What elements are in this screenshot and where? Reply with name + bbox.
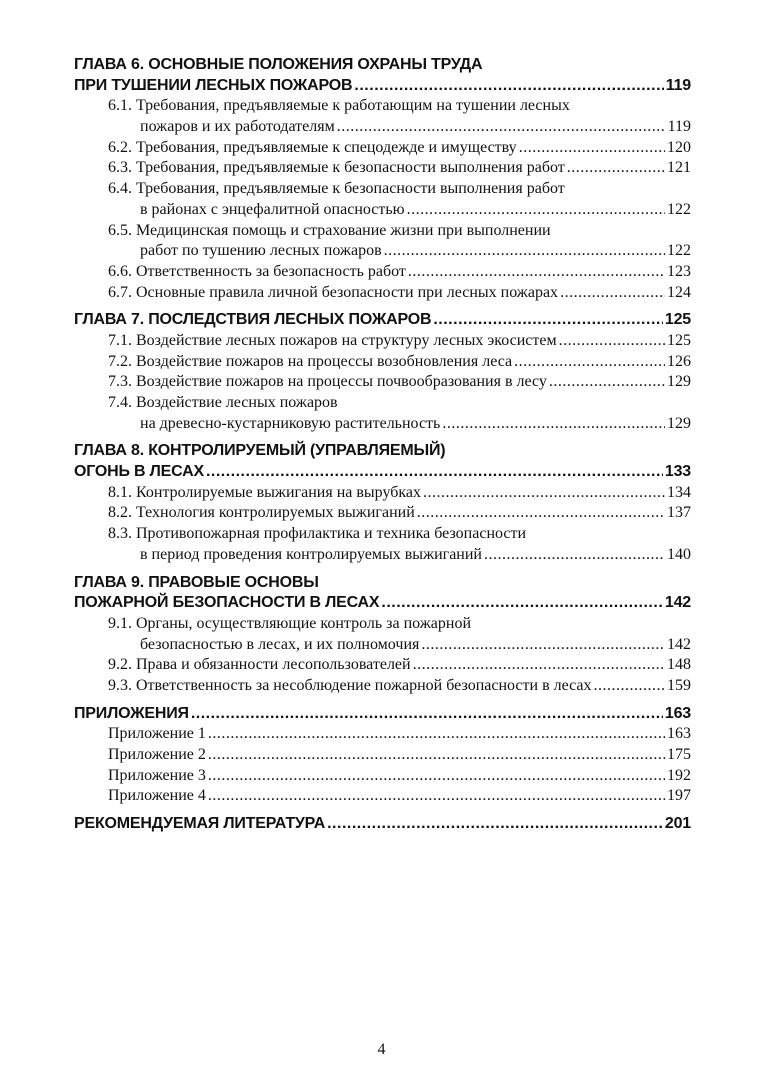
chapter-heading-text: ГЛАВА 9. ПРАВОВЫЕ ОСНОВЫ	[74, 573, 319, 591]
dot-leader	[560, 283, 665, 304]
toc-entry[interactable]	[74, 766, 691, 787]
toc-entry-text: 9.2. Права и обязанности лесопользователей	[108, 656, 411, 674]
toc-entry-text: 6.4. Требования, предъявляемые к безопасности выполнения работ	[108, 180, 565, 198]
dot-leader	[208, 766, 665, 787]
table-of-contents	[74, 55, 691, 835]
toc-entry-text: работ по тушению лесных пожаров	[140, 242, 382, 260]
toc-entry-page: 134	[667, 483, 691, 501]
toc-entry[interactable]	[74, 635, 691, 656]
toc-entry-text: безопасностью в лесах, и их полномочия	[140, 635, 420, 653]
toc-entry[interactable]	[74, 241, 691, 262]
dot-leader	[559, 331, 665, 352]
toc-entry-text: 6.6. Ответственность за безопасность работ	[108, 262, 406, 280]
toc-entry[interactable]	[74, 676, 691, 697]
toc-entry-page: 129	[667, 414, 691, 432]
toc-entry-page: 175	[667, 746, 691, 763]
toc-entry-page: 125	[667, 331, 691, 349]
toc-entry-text: Приложение 1	[108, 725, 206, 743]
dot-leader	[549, 372, 665, 393]
toc-entry-page: 126	[667, 352, 691, 370]
chapter-heading[interactable]	[74, 814, 691, 835]
toc-entry-text: 7.1. Воздействие лесных пожаров на структуру лесных экосистем	[108, 331, 557, 349]
dot-leader	[384, 241, 665, 262]
toc-entry-page: 197	[667, 787, 691, 805]
chapter-heading[interactable]	[74, 55, 691, 76]
dot-leader	[519, 138, 665, 159]
toc-entry-text: Приложение 3	[108, 766, 206, 784]
chapter-heading-page: 163	[664, 704, 691, 722]
toc-entry[interactable]	[74, 117, 691, 138]
toc-entry-text: 7.2. Воздействие пожаров на процессы возобновления леса	[108, 352, 513, 370]
toc-entry[interactable]	[74, 283, 691, 304]
toc-entry-text: в районах с энцефалитной опасностью	[140, 200, 405, 218]
dot-leader	[423, 483, 665, 504]
chapter-heading[interactable]	[74, 441, 691, 462]
chapter-heading-text: ГЛАВА 8. КОНТРОЛИРУЕМЫЙ (УПРАВЛЯЕМЫЙ)	[74, 442, 446, 460]
toc-entry-text: 6.3. Требования, предъявляемые к безопасности выполнения работ	[108, 159, 565, 177]
toc-entry-page: 137	[667, 504, 691, 522]
dot-leader	[208, 745, 665, 766]
toc-entry-text: 9.3. Ответственность за несоблюдение пожарной безопасности в лесах	[108, 676, 592, 694]
toc-entry-page: 122	[667, 242, 691, 260]
toc-entry-text: 8.1. Контролируемые выжигания на вырубках	[108, 483, 422, 501]
chapter-heading-page: 201	[664, 815, 691, 833]
dot-leader	[514, 352, 665, 373]
toc-entry-page: 192	[667, 766, 691, 784]
toc-entry[interactable]	[74, 483, 691, 504]
toc-entry[interactable]	[74, 655, 691, 676]
toc-entry-page: 122	[667, 200, 691, 218]
toc-entry[interactable]	[74, 221, 691, 242]
toc-entry-text: Приложение 2	[108, 746, 206, 763]
toc-entry[interactable]	[74, 524, 691, 545]
dot-leader	[208, 724, 665, 745]
toc-entry-text: Приложение 4	[108, 787, 206, 805]
dot-leader	[337, 117, 666, 138]
dot-leader	[433, 310, 663, 331]
toc-entry-text: 9.1. Органы, осуществляющие контроль за пожарной	[108, 614, 472, 632]
dot-leader	[408, 262, 665, 283]
chapter-heading-text: РЕКОМЕНДУЕМАЯ ЛИТЕРАТУРА	[74, 815, 326, 833]
toc-entry-page: 121	[667, 159, 691, 177]
chapter-heading-text: ГЛАВА 6. ОСНОВНЫЕ ПОЛОЖЕНИЯ ОХРАНЫ ТРУДА	[74, 56, 483, 73]
chapter-heading[interactable]	[74, 310, 691, 331]
toc-entry[interactable]	[74, 331, 691, 352]
toc-entry-text: пожаров и их работодателям	[140, 118, 335, 136]
toc-entry[interactable]	[74, 262, 691, 283]
toc-entry[interactable]	[74, 414, 691, 435]
toc-entry-page: 163	[667, 725, 691, 743]
toc-entry-text: 6.5. Медицинская помощь и страхование жизни при выполнении	[108, 221, 551, 239]
chapter-heading-text: ОГОНЬ В ЛЕСАХ	[74, 463, 204, 481]
chapter-heading[interactable]	[74, 593, 691, 614]
dot-leader	[327, 814, 663, 835]
toc-entry[interactable]	[74, 614, 691, 635]
toc-entry-page: 159	[667, 676, 691, 694]
toc-entry-page: 123	[667, 262, 691, 280]
dot-leader	[442, 414, 665, 435]
toc-entry[interactable]	[74, 393, 691, 414]
toc-entry-text: 8.3. Противопожарная профилактика и техника безопасности	[108, 525, 527, 543]
toc-entry[interactable]	[74, 724, 691, 745]
chapter-heading-page: 125	[664, 311, 691, 329]
toc-entry[interactable]	[74, 745, 691, 766]
toc-entry[interactable]	[74, 179, 691, 200]
toc-entry-page: 119	[667, 118, 691, 136]
dot-leader	[421, 635, 665, 656]
toc-entry[interactable]	[74, 158, 691, 179]
toc-entry[interactable]	[74, 786, 691, 807]
chapter-heading-page: 133	[664, 463, 691, 481]
chapter-heading-page: 119	[665, 76, 691, 94]
toc-entry-text: в период проведения контролируемых выжиганий	[140, 545, 482, 563]
toc-entry-text: 6.7. Основные правила личной безопасности при лесных пожарах	[108, 283, 559, 301]
dot-leader	[208, 786, 665, 807]
dot-leader	[567, 158, 665, 179]
toc-entry-text: 7.3. Воздействие пожаров на процессы почвообразования в лесу	[108, 373, 547, 391]
dot-leader	[381, 593, 663, 614]
chapter-heading-text: ПРИЛОЖЕНИЯ	[74, 704, 189, 722]
dot-leader	[191, 704, 663, 725]
toc-entry-page: 124	[667, 283, 691, 301]
chapter-heading[interactable]	[74, 76, 691, 97]
dot-leader	[484, 545, 665, 566]
toc-entry[interactable]	[74, 545, 691, 566]
toc-entry-text: 7.4. Воздействие лесных пожаров	[108, 394, 338, 411]
dot-leader	[206, 462, 663, 483]
chapter-heading[interactable]	[74, 704, 691, 725]
toc-entry-page: 148	[667, 656, 691, 674]
toc-entry[interactable]	[74, 372, 691, 393]
toc-entry-text: 8.2. Технология контролируемых выжиганий	[108, 504, 415, 522]
chapter-heading-text: ПОЖАРНОЙ БЕЗОПАСНОСТИ В ЛЕСАХ	[74, 594, 380, 612]
dot-leader	[407, 200, 665, 221]
chapter-heading[interactable]	[74, 462, 691, 483]
chapter-heading-text: ПРИ ТУШЕНИИ ЛЕСНЫХ ПОЖАРОВ	[74, 76, 353, 94]
toc-entry[interactable]	[74, 96, 691, 117]
toc-entry[interactable]	[74, 352, 691, 373]
toc-entry-text: 6.2. Требования, предъявляемые к спецодежде и имуществу	[108, 138, 517, 156]
toc-entry-page: 120	[667, 138, 691, 156]
toc-entry-page: 129	[667, 373, 691, 391]
chapter-heading-text: ГЛАВА 7. ПОСЛЕДСТВИЯ ЛЕСНЫХ ПОЖАРОВ	[74, 311, 432, 329]
chapter-heading[interactable]	[74, 573, 691, 594]
toc-entry-page: 142	[667, 635, 691, 653]
toc-entry[interactable]	[74, 200, 691, 221]
dot-leader	[354, 76, 663, 97]
page-number: 4	[377, 1041, 386, 1058]
toc-entry-page: 140	[667, 545, 691, 563]
chapter-heading-page: 142	[664, 594, 691, 612]
dot-leader	[413, 655, 665, 676]
toc-entry-text: на древесно-кустарниковую растительность	[140, 414, 441, 432]
dot-leader	[417, 503, 665, 524]
dot-leader	[594, 676, 665, 697]
toc-entry-text: 6.1. Требования, предъявляемые к работающим на тушении лесных	[108, 97, 570, 115]
toc-entry[interactable]	[74, 138, 691, 159]
toc-entry[interactable]	[74, 503, 691, 524]
